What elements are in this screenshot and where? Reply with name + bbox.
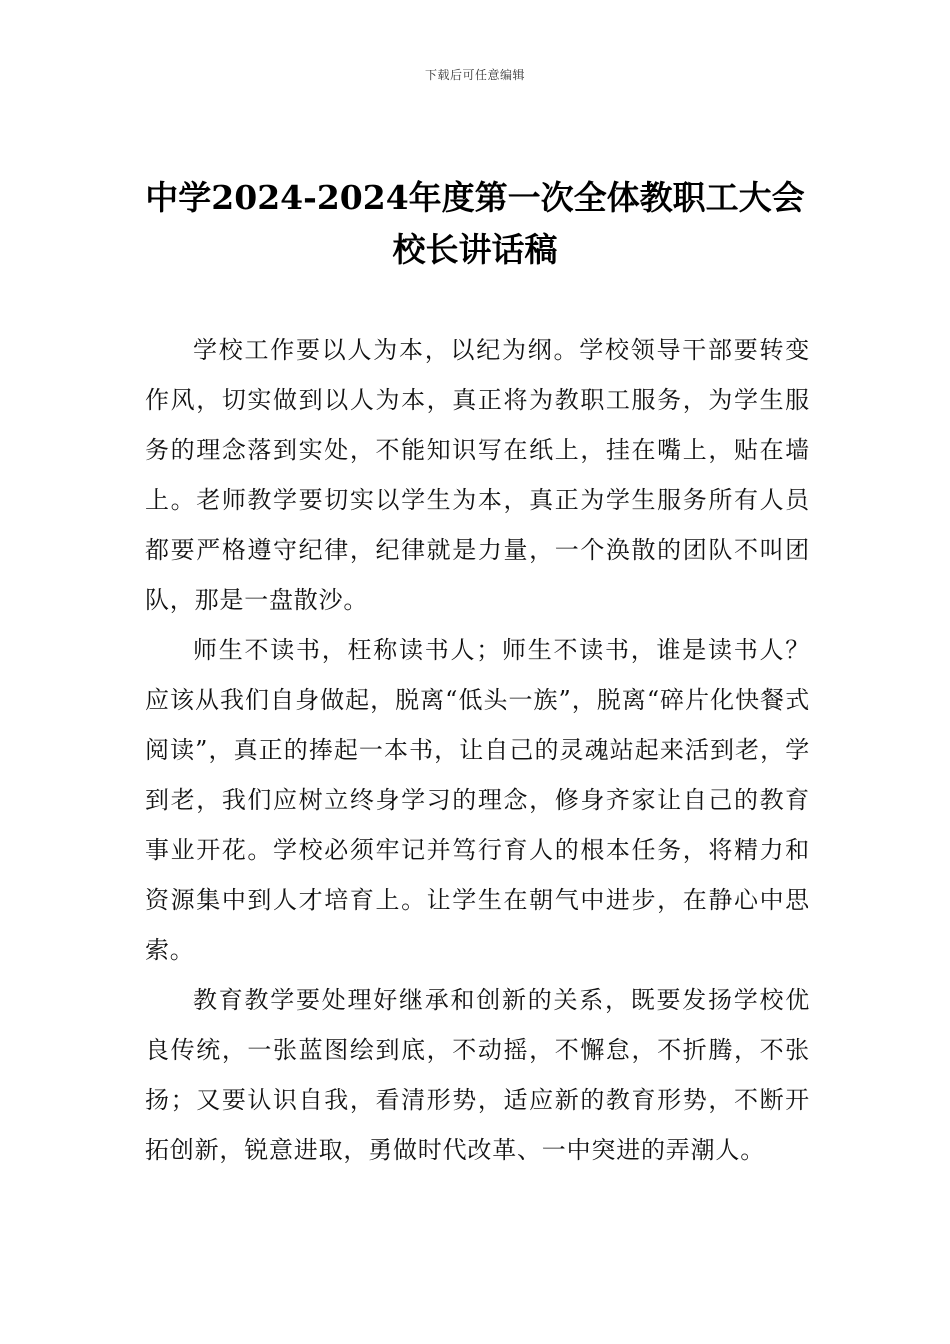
- paragraph-1: 学校工作要以人为本，以纪为纲。学校领导干部要转变作风，切实做到以人为本，真正将为教职工服务，为学生服务的理念落到实处，不能知识写在纸上，挂在嘴上，贴在墙上。老师教学要切实以学生为本，真正为学生服务所有人员都要严格遵守纪律，纪律就是力量，一个涣散的团队不叫团队，那是一盘散沙。: [145, 336, 810, 614]
- title-line-2: 校长讲话稿: [392, 230, 558, 269]
- header-note: 下载后可任意编辑: [424, 68, 525, 82]
- title-line-1: 中学2024-2024年度第一次全体教职工大会: [145, 178, 805, 217]
- document-body: [145, 325, 810, 1175]
- paragraph-3: 教育教学要处理好继承和创新的关系，既要发扬学校优良传统，一张蓝图绘到底，不动摇，不懈怠，不折腾，不张扬；又要认识自我，看清形势，适应新的教育形势，不断开拓创新，锐意进取，勇做时代改革、一中突进的弄潮人。: [145, 986, 810, 1164]
- paragraph-2: 师生不读书，枉称读书人；师生不读书，谁是读书人？应该从我们自身做起，脱离“低头一族”，脱离“碎片化快餐式阅读”，真正的捧起一本书，让自己的灵魂站起来活到老，学到老，我们应树立终身学习的理念，修身齐家让自己的教育事业开花。学校必须牢记并笃行育人的根本任务，将精力和资源集中到人才培育上。让学生在朝气中进步，在静心中思索。: [145, 636, 810, 964]
- document-title: [120, 172, 830, 276]
